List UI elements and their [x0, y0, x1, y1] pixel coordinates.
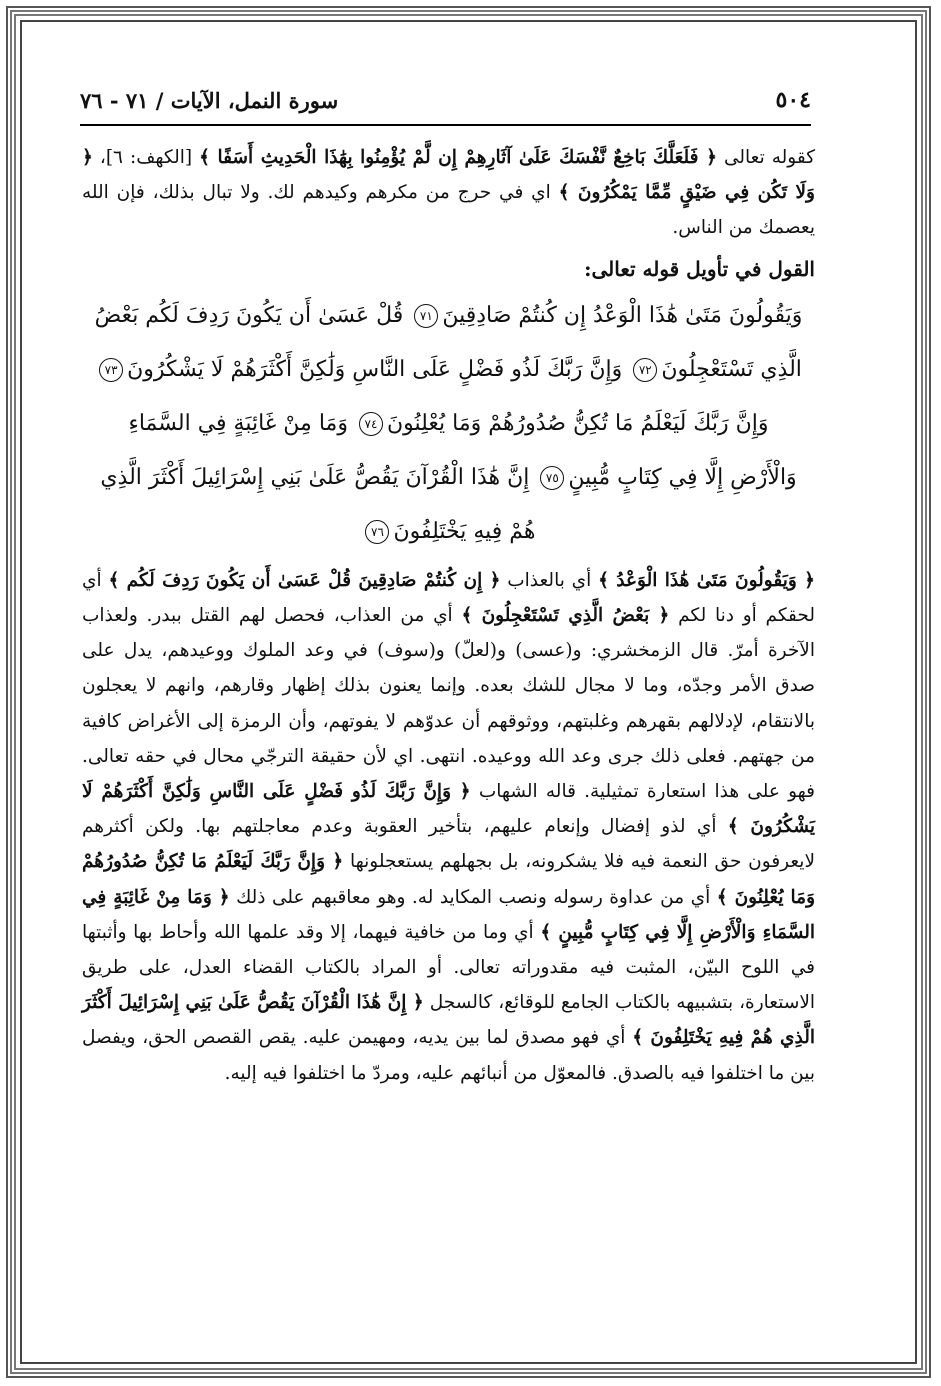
- page-header: [80, 78, 811, 122]
- verse-text: وَمَا مِنْ غَائِبَةٍ فِي السَّمَاءِ وَالْأَرْضِ إِلَّا فِي كِتَابٍ مُّبِينٍ: [128, 410, 797, 490]
- verse-number-marker: ٧٢: [633, 358, 657, 382]
- commentary-paragraph: [82, 563, 815, 1091]
- commentary-text: أي فهو مصدق لما بين يديه، ومهيمن عليه. يقص القصص الحق، ويفصل بين ما اختلفوا فيه بالصدق. فالمعوّل من أنبائهم عليه، ومردّ ما اختلفوا فيه إليه.: [82, 1027, 815, 1084]
- verse-text: وَإِنَّ رَبَّكَ لَيَعْلَمُ مَا تُكِنُّ صُدُورُهُمْ وَمَا يُعْلِنُونَ: [386, 410, 769, 436]
- quran-quote: ﴿ فَلَعَلَّكَ بَاخِعٌ نَّفْسَكَ عَلَىٰ آثَارِهِمْ إِن لَّمْ يُؤْمِنُوا بِهَٰذَا الْحَدِيثِ أَسَفًا ﴾: [199, 147, 717, 168]
- quran-quote: ﴿ إِن كُنتُمْ صَادِقِينَ قُلْ عَسَىٰ أَن يَكُونَ رَدِفَ لَكُم ﴾: [108, 569, 501, 591]
- verse-text: قُلْ عَسَىٰ أَن يَكُونَ رَدِفَ لَكُم بَعْضُ الَّذِي تَسْتَعْجِلُونَ: [94, 302, 802, 382]
- intro-text: اي في حرج من مكرهم وكيدهم لك. ولا تبال بذلك، فإن الله يعصمك من الناس.: [82, 182, 815, 239]
- header-rule: [80, 124, 811, 126]
- verse-number-marker: ٧٤: [359, 412, 383, 436]
- verse-number-marker: ٧١: [414, 304, 438, 328]
- quran-quote: ﴿ وَإِنَّ رَبَّكَ لَذُو فَضْلٍ عَلَى النَّاسِ وَلَٰكِنَّ أَكْثَرَهُمْ لَا يَشْكُرُونَ ﴾: [82, 781, 815, 838]
- verse-text: وَيَقُولُونَ مَتَىٰ هَٰذَا الْوَعْدُ إِن كُنتُمْ صَادِقِينَ: [442, 302, 803, 328]
- quran-quote: ﴿ بَعْضُ الَّذِي تَسْتَعْجِلُونَ ﴾: [461, 605, 670, 627]
- commentary-text: أي من العذاب، فحصل لهم القتل ببدر. ولعذاب الآخرة أمرّ. قال الزمخشري: و(عسى) و(لعلّ) و(سوف) في وعد الملوك ووعيدهم، يدل على صدق الأمر وجدّه، وما لا مجال للشك بعده. وإنما يعنون بذلك إظهار وقارهم، وانهم لا يعجلون بالانتقام، لإدلالهم بقهرهم وغلبتهم، ووثوقهم أن عدوّهم لا يفوتهم، وأن الرمزة إلى الأغراض كافية من جهتهم. فعلى ذلك جرى وعد الله ووعيده. انتهى. اي لأن حقيقة الترجّي محال في حقه تعالى. فهو على هذا استعارة تمثيلية. قاله الشهاب: [82, 605, 815, 803]
- intro-text: [الكهف: ٦]،: [92, 147, 200, 168]
- commentary-text: أي لذو إفضال وإنعام عليهم، بتأخير العقوبة وعدم معاجلتهم بها. ولكن أكثرهم لايعرفون حق النعمة فيه فلا يشكرونه، بل بجهلهم يستعجلونها: [82, 816, 815, 873]
- quran-quote: ﴿ وَيَقُولُونَ مَتَىٰ هَٰذَا الْوَعْدُ ﴾: [598, 569, 815, 591]
- verse-number-marker: ٧٣: [99, 358, 123, 382]
- quran-quote: ﴿ وَلَا تَكُن فِي ضَيْقٍ مِّمَّا يَمْكُرُونَ ﴾: [82, 147, 815, 204]
- section-heading: القول في تأويل قوله تعالى:: [584, 256, 815, 281]
- commentary-text: أي وما من خافية فيهما، إلا وقد علمها الله وأحاط بها وأثبتها في اللوح البيّن، المثبت فيه مقدوراته تعالى. أو المراد بالكتاب القضاء العدل، على طريق الاستعارة، بتشبيهه بالكتاب الجامع للوقائع، كالسجل: [82, 921, 816, 1014]
- intro-text: كقوله تعالى: [716, 147, 816, 168]
- page-body: [82, 140, 815, 1091]
- quran-quote: ﴿ وَمَا مِنْ غَائِبَةٍ فِي السَّمَاءِ وَالْأَرْضِ إِلَّا فِي كِتَابٍ مُّبِينٍ ﴾: [82, 886, 815, 943]
- verse-text: وَإِنَّ رَبَّكَ لَذُو فَضْلٍ عَلَى النَّاسِ وَلَٰكِنَّ أَكْثَرَهُمْ لَا يَشْكُرُونَ: [127, 356, 623, 382]
- commentary-text: أي لحقكم أو دنا لكم: [82, 569, 815, 627]
- quran-quote: ﴿ إِنَّ هَٰذَا الْقُرْآنَ يَقُصُّ عَلَىٰ بَنِي إِسْرَائِيلَ أَكْثَرَ الَّذِي هُمْ فِيهِ يَخْتَلِفُونَ ﴾: [82, 992, 815, 1049]
- quran-quote: ﴿ وَإِنَّ رَبَّكَ لَيَعْلَمُ مَا تُكِنُّ صُدُورُهُمْ وَمَا يُعْلِنُونَ ﴾: [82, 851, 815, 908]
- commentary-text: أي بالعذاب: [500, 569, 599, 591]
- verse-number-marker: ٧٦: [365, 520, 389, 544]
- verse-text: إِنَّ هَٰذَا الْقُرْآنَ يَقُصُّ عَلَىٰ بَنِي إِسْرَائِيلَ أَكْثَرَ الَّذِي هُمْ فِيهِ يَخْتَلِفُونَ: [100, 464, 536, 544]
- page-number: ٥٠٤: [775, 87, 811, 113]
- commentary-text: أي من عداوة رسوله ونصب المكايد له. وهو معاقبهم على ذلك: [229, 886, 717, 908]
- running-title: سورة النمل، الآيات / ٧١ - ٧٦: [80, 87, 339, 113]
- intro-paragraph: [82, 140, 815, 246]
- quran-verses: [82, 289, 815, 559]
- verse-number-marker: ٧٥: [540, 466, 564, 490]
